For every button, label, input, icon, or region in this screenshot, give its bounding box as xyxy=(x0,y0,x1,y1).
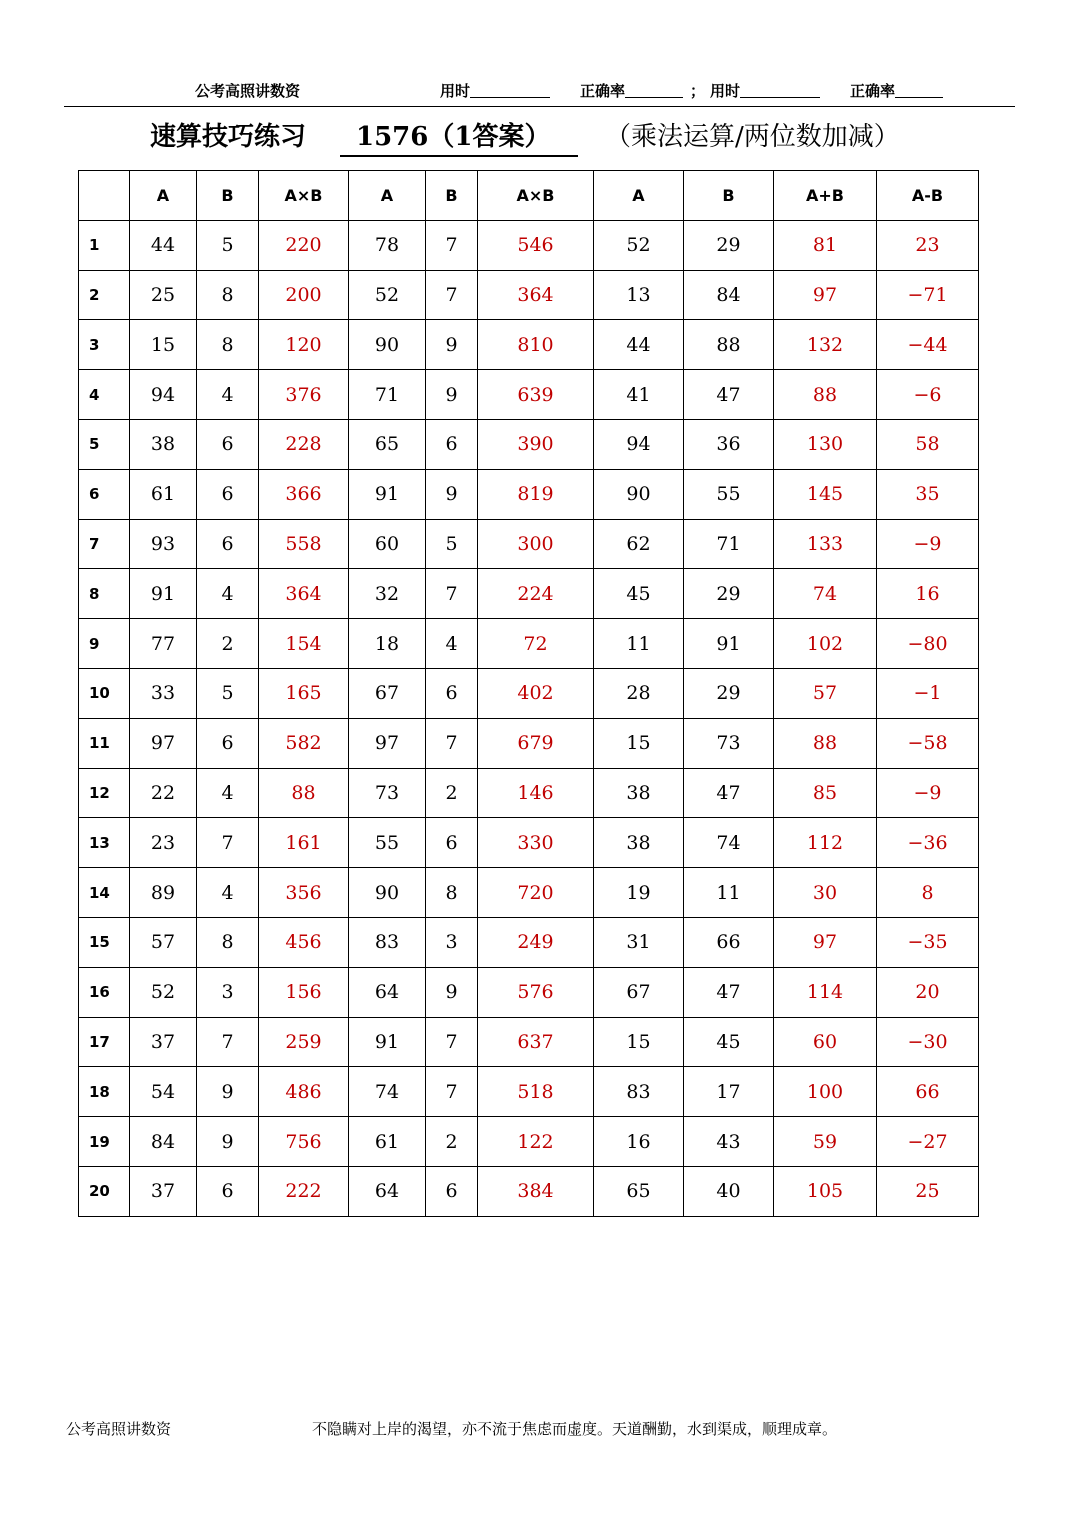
value-b-cell: 11 xyxy=(684,868,774,918)
value-b-cell: 4 xyxy=(197,569,259,619)
row-index-cell: 10 xyxy=(79,668,130,718)
answer-product-cell: 161 xyxy=(259,818,349,868)
answer-product-cell: 300 xyxy=(478,519,594,569)
answer-sum-cell: 114 xyxy=(774,967,877,1017)
answer-difference-cell: −9 xyxy=(877,519,979,569)
answer-product-cell: 364 xyxy=(478,270,594,320)
header-divider xyxy=(64,106,1015,107)
col-header-a: A xyxy=(130,171,197,221)
col-header-a: A xyxy=(594,171,684,221)
answer-product-cell: 366 xyxy=(259,469,349,519)
time-label-1-text: 用时 xyxy=(440,82,471,100)
page-footer xyxy=(0,1418,1080,1442)
value-b-cell: 36 xyxy=(684,419,774,469)
value-b-cell: 47 xyxy=(684,768,774,818)
answer-product-cell: 582 xyxy=(259,718,349,768)
value-b-cell: 91 xyxy=(684,619,774,669)
value-a-cell: 18 xyxy=(349,619,426,669)
answer-product-cell: 222 xyxy=(259,1166,349,1216)
col-header-product: A×B xyxy=(259,171,349,221)
answer-product-cell: 228 xyxy=(259,419,349,469)
time-blank-1[interactable] xyxy=(470,80,550,98)
value-b-cell: 9 xyxy=(197,1067,259,1117)
value-a-cell: 37 xyxy=(130,1166,197,1216)
value-b-cell: 3 xyxy=(197,967,259,1017)
answer-sum-cell: 97 xyxy=(774,917,877,967)
row-index-cell: 4 xyxy=(79,370,130,420)
value-a-cell: 38 xyxy=(594,768,684,818)
accuracy-blank-2[interactable] xyxy=(895,80,943,98)
answer-product-cell: 330 xyxy=(478,818,594,868)
table-header-row xyxy=(79,171,979,221)
table-row xyxy=(79,768,979,818)
value-b-cell: 7 xyxy=(426,569,478,619)
answer-sum-cell: 88 xyxy=(774,370,877,420)
value-a-cell: 41 xyxy=(594,370,684,420)
answer-product-cell: 679 xyxy=(478,718,594,768)
table-row xyxy=(79,370,979,420)
answer-sum-cell: 97 xyxy=(774,270,877,320)
table-row xyxy=(79,718,979,768)
value-a-cell: 16 xyxy=(594,1117,684,1167)
value-b-cell: 55 xyxy=(684,469,774,519)
value-b-cell: 7 xyxy=(197,1017,259,1067)
col-header-sum: A+B xyxy=(774,171,877,221)
value-a-cell: 91 xyxy=(349,469,426,519)
table-row xyxy=(79,917,979,967)
answer-product-cell: 120 xyxy=(259,320,349,370)
value-b-cell: 9 xyxy=(197,1117,259,1167)
table-row xyxy=(79,1166,979,1216)
accuracy-label-1-text: 正确率 xyxy=(580,82,626,100)
answer-sum-cell: 100 xyxy=(774,1067,877,1117)
answer-sum-cell: 145 xyxy=(774,469,877,519)
value-b-cell: 40 xyxy=(684,1166,774,1216)
value-a-cell: 94 xyxy=(594,419,684,469)
answer-difference-cell: −27 xyxy=(877,1117,979,1167)
answer-sum-cell: 74 xyxy=(774,569,877,619)
value-b-cell: 7 xyxy=(426,1067,478,1117)
value-a-cell: 64 xyxy=(349,967,426,1017)
value-b-cell: 9 xyxy=(426,320,478,370)
value-b-cell: 47 xyxy=(684,370,774,420)
answer-product-cell: 220 xyxy=(259,220,349,270)
value-a-cell: 90 xyxy=(349,320,426,370)
value-b-cell: 47 xyxy=(684,967,774,1017)
answer-product-cell: 384 xyxy=(478,1166,594,1216)
value-b-cell: 5 xyxy=(426,519,478,569)
answer-difference-cell: −9 xyxy=(877,768,979,818)
accuracy-blank-1[interactable] xyxy=(625,80,683,98)
time-label-2-text: 用时 xyxy=(710,82,741,100)
answer-sum-cell: 105 xyxy=(774,1166,877,1216)
value-a-cell: 15 xyxy=(594,1017,684,1067)
table-row xyxy=(79,320,979,370)
value-b-cell: 9 xyxy=(426,469,478,519)
value-b-cell: 6 xyxy=(426,419,478,469)
answer-sum-cell: 102 xyxy=(774,619,877,669)
answer-difference-cell: 20 xyxy=(877,967,979,1017)
value-b-cell: 6 xyxy=(197,469,259,519)
value-a-cell: 52 xyxy=(349,270,426,320)
value-b-cell: 84 xyxy=(684,270,774,320)
value-b-cell: 6 xyxy=(197,419,259,469)
value-a-cell: 61 xyxy=(349,1117,426,1167)
value-b-cell: 6 xyxy=(426,668,478,718)
answer-product-cell: 200 xyxy=(259,270,349,320)
value-a-cell: 91 xyxy=(349,1017,426,1067)
row-index-cell: 9 xyxy=(79,619,130,669)
answer-difference-cell: 16 xyxy=(877,569,979,619)
value-b-cell: 66 xyxy=(684,917,774,967)
answer-product-cell: 364 xyxy=(259,569,349,619)
col-header-a: A xyxy=(349,171,426,221)
row-index-cell: 17 xyxy=(79,1017,130,1067)
answer-product-cell: 402 xyxy=(478,668,594,718)
value-b-cell: 6 xyxy=(426,1166,478,1216)
value-a-cell: 62 xyxy=(594,519,684,569)
row-index-cell: 14 xyxy=(79,868,130,918)
col-header-b: B xyxy=(426,171,478,221)
page-title xyxy=(150,116,950,160)
value-b-cell: 74 xyxy=(684,818,774,868)
row-index-cell: 3 xyxy=(79,320,130,370)
answer-product-cell: 259 xyxy=(259,1017,349,1067)
answer-difference-cell: −30 xyxy=(877,1017,979,1067)
table-row xyxy=(79,419,979,469)
value-a-cell: 44 xyxy=(594,320,684,370)
answer-difference-cell: 8 xyxy=(877,868,979,918)
answer-product-cell: 154 xyxy=(259,619,349,669)
value-b-cell: 6 xyxy=(426,818,478,868)
table-row xyxy=(79,1117,979,1167)
row-index-cell: 18 xyxy=(79,1067,130,1117)
value-a-cell: 94 xyxy=(130,370,197,420)
table-row xyxy=(79,619,979,669)
answer-difference-cell: −36 xyxy=(877,818,979,868)
page-header xyxy=(0,80,1080,104)
value-b-cell: 88 xyxy=(684,320,774,370)
answer-difference-cell: −80 xyxy=(877,619,979,669)
value-b-cell: 8 xyxy=(197,917,259,967)
value-b-cell: 29 xyxy=(684,668,774,718)
answer-sum-cell: 132 xyxy=(774,320,877,370)
value-a-cell: 60 xyxy=(349,519,426,569)
table-row xyxy=(79,868,979,918)
value-a-cell: 15 xyxy=(594,718,684,768)
value-b-cell: 3 xyxy=(426,917,478,967)
value-a-cell: 33 xyxy=(130,668,197,718)
answer-product-cell: 756 xyxy=(259,1117,349,1167)
answer-product-cell: 456 xyxy=(259,917,349,967)
col-header-product: A×B xyxy=(478,171,594,221)
table-row xyxy=(79,220,979,270)
footer-motto: 不隐瞒对上岸的渴望，亦不流于焦虑而虚度。天道酬勤，水到渠成，顺理成章。 xyxy=(312,1420,838,1438)
value-a-cell: 55 xyxy=(349,818,426,868)
value-b-cell: 5 xyxy=(197,668,259,718)
value-a-cell: 89 xyxy=(130,868,197,918)
value-a-cell: 90 xyxy=(594,469,684,519)
value-a-cell: 97 xyxy=(130,718,197,768)
value-b-cell: 6 xyxy=(197,1166,259,1216)
value-a-cell: 84 xyxy=(130,1117,197,1167)
value-b-cell: 7 xyxy=(426,718,478,768)
table-row xyxy=(79,469,979,519)
value-a-cell: 77 xyxy=(130,619,197,669)
value-a-cell: 13 xyxy=(594,270,684,320)
row-index-cell: 12 xyxy=(79,768,130,818)
answer-difference-cell: −71 xyxy=(877,270,979,320)
value-b-cell: 6 xyxy=(197,519,259,569)
value-b-cell: 7 xyxy=(426,270,478,320)
row-index-cell: 1 xyxy=(79,220,130,270)
answer-product-cell: 637 xyxy=(478,1017,594,1067)
col-header-b: B xyxy=(684,171,774,221)
col-header-index xyxy=(79,171,130,221)
answer-sum-cell: 130 xyxy=(774,419,877,469)
value-b-cell: 43 xyxy=(684,1117,774,1167)
value-b-cell: 6 xyxy=(197,718,259,768)
value-a-cell: 15 xyxy=(130,320,197,370)
answer-difference-cell: 58 xyxy=(877,419,979,469)
value-b-cell: 17 xyxy=(684,1067,774,1117)
value-b-cell: 71 xyxy=(684,519,774,569)
answer-product-cell: 576 xyxy=(478,967,594,1017)
value-b-cell: 4 xyxy=(426,619,478,669)
value-a-cell: 90 xyxy=(349,868,426,918)
answer-product-cell: 720 xyxy=(478,868,594,918)
answer-product-cell: 156 xyxy=(259,967,349,1017)
value-a-cell: 11 xyxy=(594,619,684,669)
value-b-cell: 45 xyxy=(684,1017,774,1067)
row-index-cell: 6 xyxy=(79,469,130,519)
answer-product-cell: 810 xyxy=(478,320,594,370)
value-b-cell: 2 xyxy=(197,619,259,669)
value-a-cell: 65 xyxy=(349,419,426,469)
answer-difference-cell: −6 xyxy=(877,370,979,420)
answer-difference-cell: 35 xyxy=(877,469,979,519)
row-index-cell: 15 xyxy=(79,917,130,967)
table-row xyxy=(79,519,979,569)
value-a-cell: 65 xyxy=(594,1166,684,1216)
answer-sum-cell: 60 xyxy=(774,1017,877,1067)
row-index-cell: 8 xyxy=(79,569,130,619)
row-index-cell: 19 xyxy=(79,1117,130,1167)
accuracy-label-2 xyxy=(850,80,895,101)
value-b-cell: 2 xyxy=(426,768,478,818)
value-a-cell: 67 xyxy=(594,967,684,1017)
value-b-cell: 8 xyxy=(426,868,478,918)
row-index-cell: 20 xyxy=(79,1166,130,1216)
answer-product-cell: 546 xyxy=(478,220,594,270)
value-a-cell: 97 xyxy=(349,718,426,768)
row-index-cell: 13 xyxy=(79,818,130,868)
value-a-cell: 23 xyxy=(130,818,197,868)
value-b-cell: 9 xyxy=(426,967,478,1017)
value-a-cell: 32 xyxy=(349,569,426,619)
value-a-cell: 67 xyxy=(349,668,426,718)
answer-difference-cell: −35 xyxy=(877,917,979,967)
title-number: 1576（1答案） xyxy=(340,116,578,157)
answer-sum-cell: 59 xyxy=(774,1117,877,1167)
value-b-cell: 9 xyxy=(426,370,478,420)
answer-sum-cell: 88 xyxy=(774,718,877,768)
answer-difference-cell: −44 xyxy=(877,320,979,370)
value-a-cell: 83 xyxy=(594,1067,684,1117)
time-blank-2[interactable] xyxy=(740,80,820,98)
value-b-cell: 73 xyxy=(684,718,774,768)
answer-sum-cell: 57 xyxy=(774,668,877,718)
value-b-cell: 7 xyxy=(426,1017,478,1067)
title-main: 速算技巧练习 xyxy=(150,122,307,152)
answer-product-cell: 639 xyxy=(478,370,594,420)
row-index-cell: 7 xyxy=(79,519,130,569)
row-index-cell: 2 xyxy=(79,270,130,320)
value-b-cell: 4 xyxy=(197,868,259,918)
title-subtitle: （乘法运算/两位数加减） xyxy=(605,122,900,152)
table-row xyxy=(79,1067,979,1117)
value-a-cell: 64 xyxy=(349,1166,426,1216)
value-a-cell: 61 xyxy=(130,469,197,519)
value-a-cell: 31 xyxy=(594,917,684,967)
answer-product-cell: 165 xyxy=(259,668,349,718)
answer-difference-cell: 66 xyxy=(877,1067,979,1117)
header-brand: 公考高照讲数资 xyxy=(195,82,301,100)
col-header-b: B xyxy=(197,171,259,221)
answer-product-cell: 376 xyxy=(259,370,349,420)
value-b-cell: 4 xyxy=(197,370,259,420)
value-b-cell: 7 xyxy=(426,220,478,270)
answer-product-cell: 249 xyxy=(478,917,594,967)
row-index-cell: 16 xyxy=(79,967,130,1017)
value-a-cell: 54 xyxy=(130,1067,197,1117)
value-a-cell: 57 xyxy=(130,917,197,967)
table-row xyxy=(79,1017,979,1067)
answer-product-cell: 819 xyxy=(478,469,594,519)
value-b-cell: 7 xyxy=(197,818,259,868)
header-separator: ； xyxy=(690,82,706,100)
value-b-cell: 5 xyxy=(197,220,259,270)
answer-sum-cell: 133 xyxy=(774,519,877,569)
value-a-cell: 28 xyxy=(594,668,684,718)
value-a-cell: 38 xyxy=(594,818,684,868)
answer-product-cell: 72 xyxy=(478,619,594,669)
answer-difference-cell: 25 xyxy=(877,1166,979,1216)
value-a-cell: 73 xyxy=(349,768,426,818)
answer-product-cell: 224 xyxy=(478,569,594,619)
table-row xyxy=(79,668,979,718)
value-a-cell: 78 xyxy=(349,220,426,270)
time-label-1 xyxy=(440,80,470,101)
value-a-cell: 19 xyxy=(594,868,684,918)
answer-sum-cell: 30 xyxy=(774,868,877,918)
value-a-cell: 91 xyxy=(130,569,197,619)
value-a-cell: 74 xyxy=(349,1067,426,1117)
value-a-cell: 37 xyxy=(130,1017,197,1067)
answer-product-cell: 558 xyxy=(259,519,349,569)
value-b-cell: 8 xyxy=(197,270,259,320)
time-label-2 xyxy=(710,80,740,101)
footer-brand: 公考高照讲数资 xyxy=(66,1420,172,1438)
answer-difference-cell: −58 xyxy=(877,718,979,768)
col-header-difference: A-B xyxy=(877,171,979,221)
answer-product-cell: 518 xyxy=(478,1067,594,1117)
value-a-cell: 22 xyxy=(130,768,197,818)
value-a-cell: 52 xyxy=(594,220,684,270)
answer-sum-cell: 112 xyxy=(774,818,877,868)
value-a-cell: 25 xyxy=(130,270,197,320)
answer-product-cell: 356 xyxy=(259,868,349,918)
value-a-cell: 52 xyxy=(130,967,197,1017)
value-a-cell: 38 xyxy=(130,419,197,469)
answer-difference-cell: 23 xyxy=(877,220,979,270)
value-a-cell: 45 xyxy=(594,569,684,619)
answer-sum-cell: 81 xyxy=(774,220,877,270)
row-index-cell: 5 xyxy=(79,419,130,469)
value-b-cell: 2 xyxy=(426,1117,478,1167)
table-row xyxy=(79,818,979,868)
value-a-cell: 71 xyxy=(349,370,426,420)
answer-difference-cell: −1 xyxy=(877,668,979,718)
answer-product-cell: 486 xyxy=(259,1067,349,1117)
answer-product-cell: 390 xyxy=(478,419,594,469)
value-b-cell: 8 xyxy=(197,320,259,370)
table-row xyxy=(79,270,979,320)
value-b-cell: 4 xyxy=(197,768,259,818)
answer-product-cell: 146 xyxy=(478,768,594,818)
row-index-cell: 11 xyxy=(79,718,130,768)
answer-product-cell: 122 xyxy=(478,1117,594,1167)
value-a-cell: 93 xyxy=(130,519,197,569)
table-row xyxy=(79,569,979,619)
answer-sum-cell: 85 xyxy=(774,768,877,818)
accuracy-label-2-text: 正确率 xyxy=(850,82,896,100)
practice-table xyxy=(78,170,979,1217)
accuracy-label-1 xyxy=(580,80,625,101)
table-body xyxy=(79,220,979,1216)
value-a-cell: 83 xyxy=(349,917,426,967)
answer-product-cell: 88 xyxy=(259,768,349,818)
table-row xyxy=(79,967,979,1017)
value-b-cell: 29 xyxy=(684,220,774,270)
value-a-cell: 44 xyxy=(130,220,197,270)
value-b-cell: 29 xyxy=(684,569,774,619)
